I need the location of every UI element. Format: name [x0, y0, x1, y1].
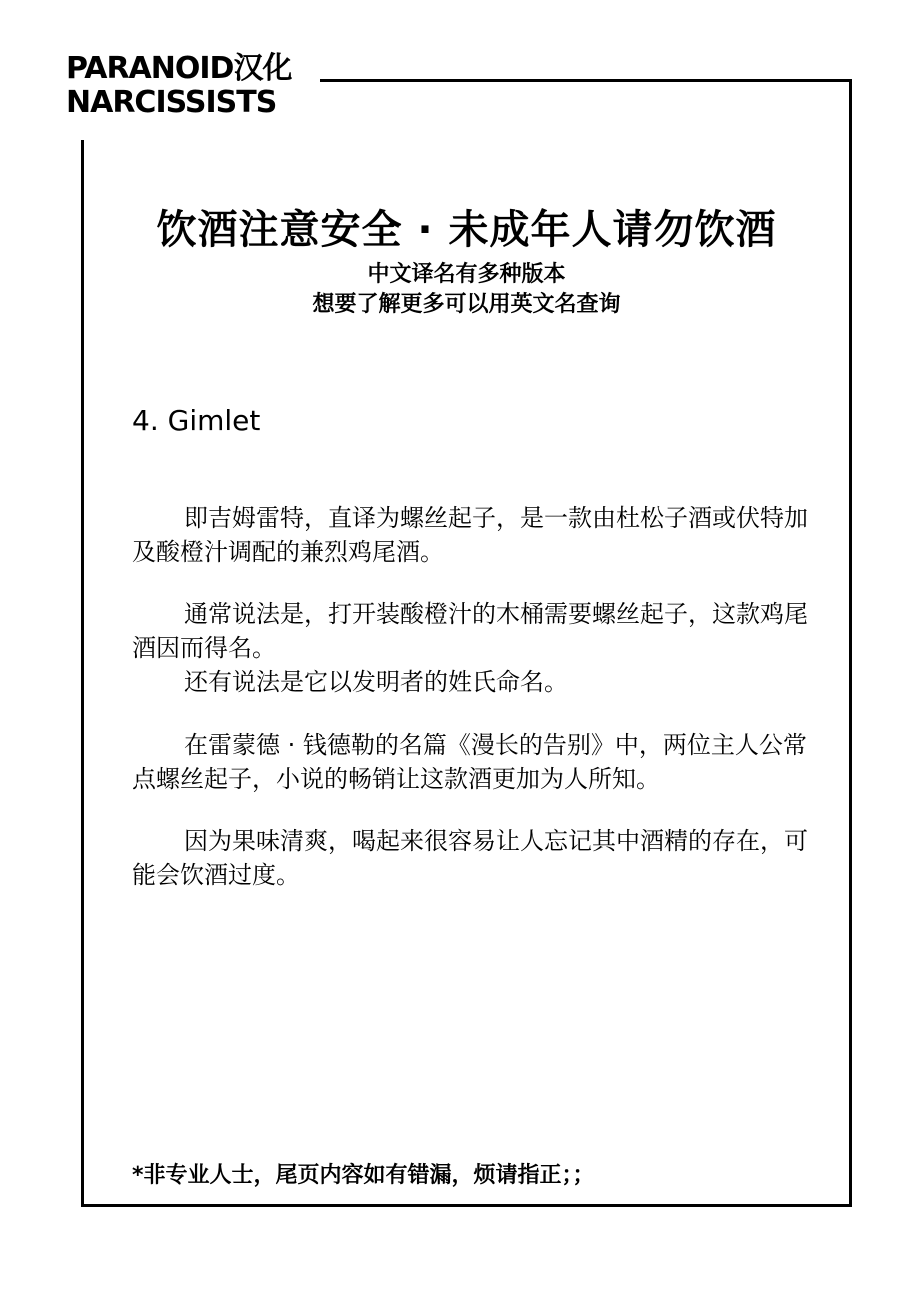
logo-line-2: NARCISSISTS — [66, 85, 277, 120]
paragraph-novel-reference: 在雷蒙德 · 钱德勒的名篇《漫长的告别》中，两位主人公常点螺丝起子，小说的畅销让这款酒更加为人所知。 — [132, 731, 807, 793]
paragraph-warning: 因为果味清爽，喝起来很容易让人忘记其中酒精的存在，可能会饮酒过度。 — [132, 827, 808, 889]
paragraph-definition: 即吉姆雷特，直译为螺丝起子，是一款由杜松子酒或伏特加及酸橙汁调配的兼烈鸡尾酒。 — [132, 504, 808, 566]
cocktail-heading: 4. Gimlet — [132, 404, 261, 437]
subtitle-line-1: 中文译名有多种版本 — [367, 262, 566, 287]
logo-line-1: PARANOID汉化 — [66, 51, 292, 86]
footnote: *非专业人士，尾页内容如有错漏，烦请指正；； — [132, 1163, 595, 1188]
group-logo — [60, 48, 320, 140]
paragraph-alt-origin: 还有说法是它以发明者的姓氏命名。 — [184, 668, 568, 696]
paragraph-name-origin: 通常说法是，打开装酸橙汁的木桶需要螺丝起子，这款鸡尾酒因而得名。 — [132, 600, 808, 662]
subtitle-line-2: 想要了解更多可以用英文名查询 — [312, 292, 621, 317]
page-title: 饮酒注意安全 · 未成年人请勿饮酒 — [156, 207, 777, 253]
